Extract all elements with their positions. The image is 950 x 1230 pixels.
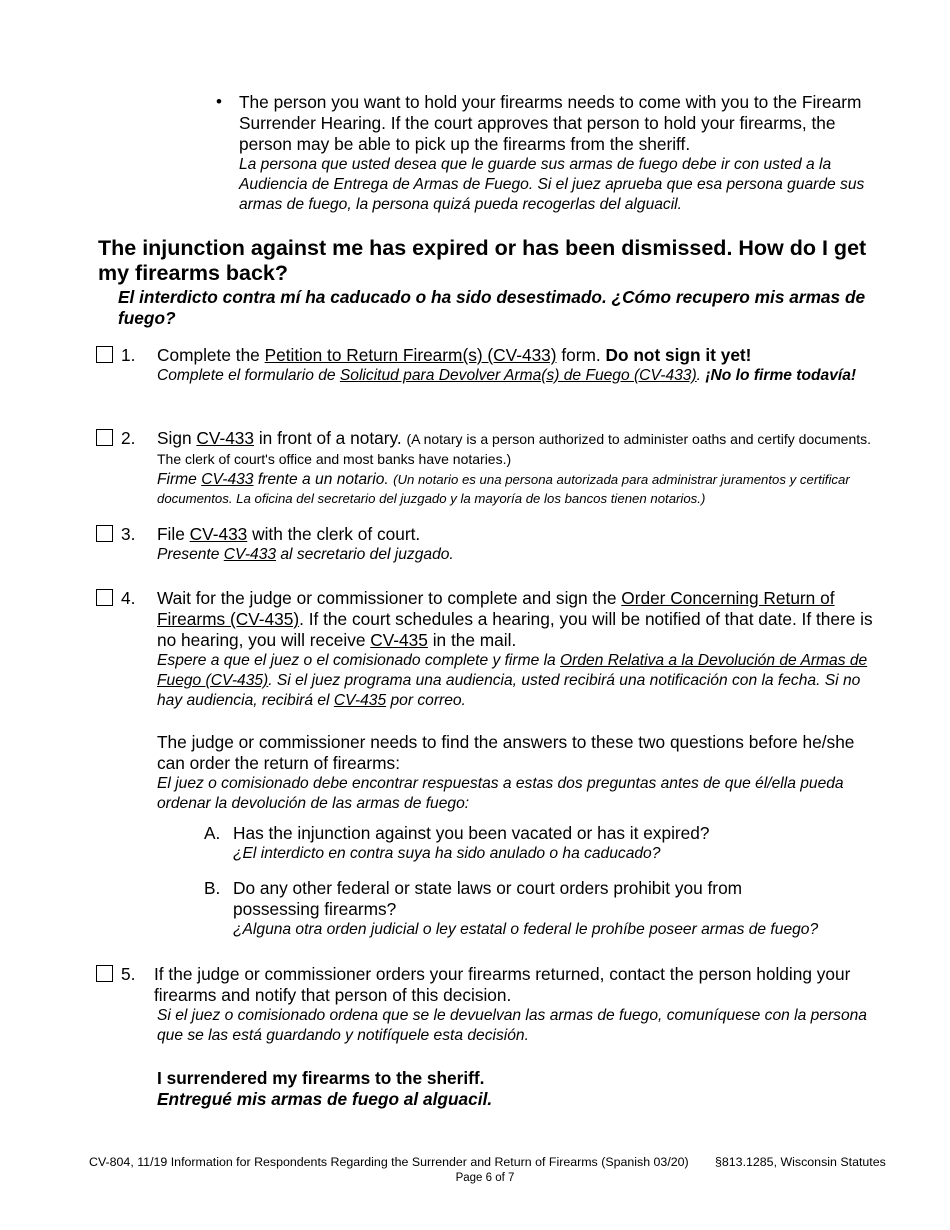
closing-heading-es: Entregué mis armas de fuego al alguacil. [157,1089,493,1109]
step-2-text-es-post: frente a un notario. [253,471,394,488]
step-1-warning-en: Do not sign it yet! [605,345,752,365]
step-3 [157,524,882,565]
step-1-checkbox[interactable] [96,346,113,363]
closing-heading-en: I surrendered my firearms to the sheriff. [157,1068,485,1088]
step-5 [154,964,872,1046]
cv435-link[interactable]: CV-435 [370,630,428,650]
cv433-file-link-es[interactable]: CV-433 [223,546,277,563]
step-2 [157,428,882,508]
step-1-text-es [157,366,882,386]
step-4 [157,588,877,814]
step-4-text-en-post: in the mail. [427,630,517,650]
step-4-text-es [157,651,877,711]
section-heading-en: The injunction against me has expired or has been dismissed. How do I get my firearms back? [98,236,867,285]
step-2-text-en [157,428,882,470]
step-3-text-es-pre: Presente [157,546,224,563]
step-2-text-es-pre: Firme [157,471,202,488]
step-2-number: 2. [121,428,136,448]
closing-section [157,1068,857,1110]
step-2-text-en-post: in front of a notary. [254,428,407,448]
orden-cv435-link[interactable]: Orden Relativa a la Devolución de Armas de Fuego (CV-435) [157,652,868,689]
question-b-letter: B. [204,878,221,898]
step-4-number: 4. [121,588,136,608]
bullet-item [239,92,879,215]
step-1-text-es-pre: Complete el formulario de [157,367,340,384]
step-1 [157,345,882,386]
step-4-questions-intro-en: The judge or commissioner needs to find the answers to these two questions before he/she can order the return of firearms: [157,732,855,773]
cv433-file-link[interactable]: CV-433 [189,524,248,544]
solicitud-cv433-link[interactable]: Solicitud para Devolver Arma(s) de Fuego (CV-433) [339,367,697,384]
question-b [233,878,883,940]
step-5-text-en: If the judge or commissioner orders your firearms returned, contact the person holding your firearms and notify that person of this decision. [154,964,851,1005]
question-b-en: Do any other federal or state laws or court orders prohibit you from possessing firearms? [233,878,743,919]
cv433-link[interactable]: CV-433 [196,428,255,448]
petition-cv433-link[interactable]: Petition to Return Firearm(s) (CV-433) [264,345,557,365]
step-4-text-es-post: por correo. [386,692,466,709]
step-1-text-en-post: form. [556,345,606,365]
step-4-text-en [157,588,877,651]
step-1-number: 1. [121,345,136,365]
step-3-text-en-pre: File [157,524,190,544]
step-4-checkbox[interactable] [96,589,113,606]
bullet-marker: • [216,92,222,111]
step-3-text-es [157,545,882,565]
bullet-text-en: The person you want to hold your firearms needs to come with you to the Firearm Surrender Hearing. If the court approves that person to hold your firearms, the person may be able to pick up the firearms from the sheriff. [239,92,862,154]
step-3-text-en-post: with the clerk of court. [247,524,421,544]
bullet-text-es: La persona que usted desea que le guarde sus armas de fuego debe ir con usted a la Audiencia de Entrega de Armas de Fuego. Si el juez aprueba que esa persona guarde sus armas de fuego, la persona quizá pueda recogerlas del alguacil. [239,156,865,213]
question-b-es: ¿Alguna otra orden judicial o ley estatal o federal le prohíbe poseer armas de fuego? [233,921,819,938]
section-header [98,236,898,286]
step-3-text-en [157,524,882,545]
step-5-text-es: Si el juez o comisionado ordena que se le devuelvan las armas de fuego, comuníquese con la persona que se las está guardando y notifíquele esta decisión. [157,1007,867,1044]
step-5-number: 5. [121,964,136,984]
step-3-text-es-post: al secretario del juzgado. [276,546,454,563]
step-2-text-en-pre: Sign [157,428,197,448]
cv433-link-es[interactable]: CV-433 [201,471,254,488]
step-2-checkbox[interactable] [96,429,113,446]
footer-statute: §813.1285, Wisconsin Statutes [715,1155,886,1169]
question-a-letter: A. [204,823,221,843]
section-heading-es: El interdicto contra mí ha caducado o ha sido desestimado. ¿Cómo recupero mis armas de fuego? [118,287,866,328]
step-3-checkbox[interactable] [96,525,113,542]
question-a-en: Has the injunction against you been vacated or has it expired? [233,823,710,843]
question-a-es: ¿El interdicto en contra suya ha sido anulado o ha caducado? [233,845,661,862]
footer-page-number: Page 6 of 7 [455,1172,515,1184]
step-2-text-es [157,470,882,508]
step-5-checkbox[interactable] [96,965,113,982]
step-4-text-en-mid: . If the court schedules a hearing, you will be notified of that date. If there is no hearing, you will receive [157,609,873,650]
step-1-text-en-pre: Complete the [157,345,265,365]
step-1-text-es-post: . [696,367,706,384]
step-4-text-en-pre: Wait for the judge or commissioner to complete and sign the [157,588,622,608]
step-4-text-es-mid: . Si el juez programa una audiencia, usted recibirá una notificación con la fecha. Si no hay audiencia, recibirá el [157,672,861,709]
order-cv435-link[interactable]: Order Concerning Return of Firearms (CV-435) [157,588,835,629]
question-a [233,823,883,864]
step-2-notary-note-es: (Un notario es una persona autorizada para administrar juramentos y certificar documentos. La oficina del secretario del juzgado y la mayoría de los bancos tienen notarios.) [157,472,850,506]
step-1-warning-es: ¡No lo firme todavía! [705,367,857,384]
step-3-number: 3. [121,524,136,544]
step-1-text-en [157,345,882,366]
cv435-link-es[interactable]: CV-435 [333,692,387,709]
footer-form-info: CV-804, 11/19 Information for Respondents Regarding the Surrender and Return of Firearms (Spanish 03/20) [89,1155,689,1169]
step-4-text-es-pre: Espere a que el juez o el comisionado complete y firme la [157,652,561,669]
step-2-notary-note-en: (A notary is a person authorized to administer oaths and certify documents. The clerk of court's office and most banks have notaries.) [157,431,872,467]
step-4-questions-intro-es: El juez o comisionado debe encontrar respuestas a estas dos preguntas antes de que él/ella pueda ordenar la devolución de las armas de fuego: [157,775,844,812]
